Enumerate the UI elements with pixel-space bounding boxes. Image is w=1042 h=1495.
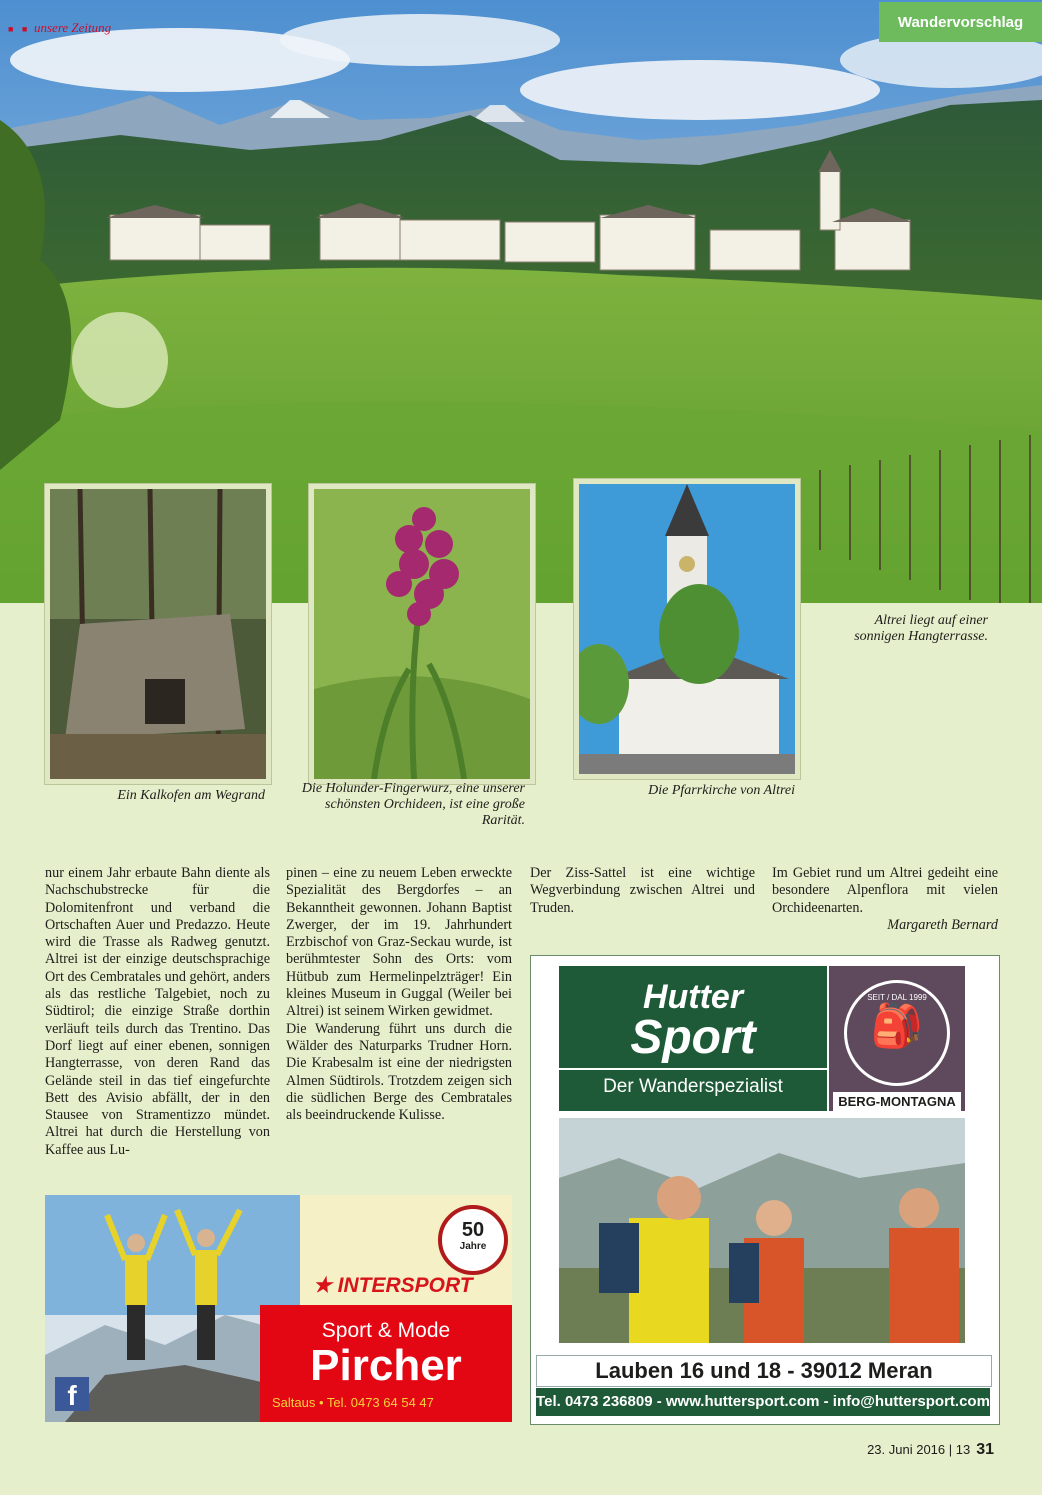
brand-top: Hutter: [642, 978, 744, 1016]
photo-lime-kiln: [45, 484, 271, 784]
section-tag: Wandervorschlag: [879, 2, 1042, 42]
berg-montagna-panel: [829, 966, 965, 1111]
caption-church: Die Pfarrkirche von Altrei: [648, 783, 795, 798]
photo-parish-church: [574, 479, 800, 779]
article-column-3: [530, 865, 755, 917]
author-name: Margareth Bernard: [887, 916, 998, 933]
article-paragraph: Der Ziss-Sattel ist eine wichtige Wegverbindung zwischen Altrei und Truden.: [530, 865, 755, 916]
article-column-2: [286, 865, 512, 1124]
ad-contact: Saltaus • Tel. 0473 64 54 47: [272, 1395, 434, 1410]
intersport-logo: [313, 1273, 473, 1298]
caption-kiln: Ein Kalkofen am Wegrand: [117, 788, 265, 803]
ad-store-name: Pircher: [310, 1341, 462, 1390]
article-column-4: [772, 865, 998, 934]
pircher-red-panel: [260, 1305, 512, 1422]
ad-intersport-pircher[interactable]: [45, 1195, 512, 1422]
anniversary-badge: [438, 1205, 508, 1275]
badge-word: Jahre: [459, 1241, 487, 1252]
photo-orchid: [309, 484, 535, 784]
page-number: 31: [976, 1441, 994, 1458]
article-paragraph: Die Wanderung führt uns durch die Wälder des Naturparks Trudner Horn. Die Krabesalm ist eine der niedrigsten Almen Südtirols. Trotzdem zeigen sich die südlichen Berge des Cembratales als beeindruckende Kulisse.: [286, 1020, 512, 1124]
article-column-1: [45, 865, 270, 1159]
star-icon: ★: [313, 1274, 332, 1297]
publication-logo: unsere Zeitung: [34, 20, 112, 35]
region-label: BERG-MONTAGNA: [833, 1092, 961, 1111]
backpack-icon: 🎒: [870, 1002, 924, 1049]
badge-number: 50: [461, 1219, 485, 1241]
ad-address: Lauben 16 und 18 - 39012 Meran: [536, 1355, 992, 1387]
hutter-logo-panel: [559, 966, 827, 1111]
ad-hutter-sport[interactable]: [530, 955, 1000, 1425]
slogan: Der Wanderspezialist: [603, 1076, 783, 1097]
article-paragraph: pinen – eine zu neuem Leben erweckte Spezialität des Bergdorfes – an Bekanntheit gewonnen. Johann Baptist Zwerger, der im 19. Jahrhundert Erzbischof von Graz-Seckau wurde, ist berühmtester Sohn des Orts: vom Hütbub zum Hermelinpelzträger! Ein kleines Museum in Guggal (Weiler bei Altrei) ist seinem Wirken gewidmet.: [286, 865, 512, 1020]
facebook-icon[interactable]: f: [55, 1377, 89, 1411]
caption-orchid: Die Holunder-Fingerwurz, eine unserer schönsten Orchideen, ist eine große Rarität.: [301, 781, 525, 828]
backpack-emblem: [844, 980, 950, 1086]
divider: [559, 1068, 827, 1070]
header-dots: ■ ■: [8, 24, 31, 34]
ad-hikers-photo: [559, 1118, 965, 1343]
article-paragraph: Im Gebiet rund um Altrei gedeiht eine besondere Alpenflora mit vielen Orchideenarten.: [772, 865, 998, 916]
intersport-wordmark: INTERSPORT: [337, 1274, 473, 1297]
ad-tagline: Sport & Mode: [321, 1319, 451, 1342]
caption-hero: Altrei liegt auf einer sonnigen Hangterrasse.: [854, 613, 988, 644]
article-paragraph: nur einem Jahr erbaute Bahn diente als Nachschubstrecke für die Dolomitenfront und verband die Ortschaften Auer und Predazzo. Heute wird die Trasse als Radweg genutzt. Altrei ist der einzige deutschsprachige Ort des Cembratales und gehört, anders als das restliche Talgebiet, noch zu Südtirol; die einzige Straße dorthin verläuft teils durch das Trentino. Das Dorf liegt auf einer ebenen, sonnigen Hangterrasse, von deren Rand das Gelände steil in das tief eingefurchte Bett des Avisio abfällt, der in den Stausee von Stramentizzo mündet. Altrei hat durch die Herstellung von Kaffee aus Lu-: [45, 865, 270, 1158]
page-footer: [867, 1441, 994, 1459]
since-label: SEIT / DAL 1999: [867, 993, 927, 1002]
issue-date: 23. Juni 2016 | 13: [867, 1442, 971, 1457]
brand-bottom: Sport: [630, 1011, 756, 1064]
ad-contact[interactable]: Tel. 0473 236809 - www.huttersport.com - info@huttersport.com: [536, 1388, 990, 1416]
